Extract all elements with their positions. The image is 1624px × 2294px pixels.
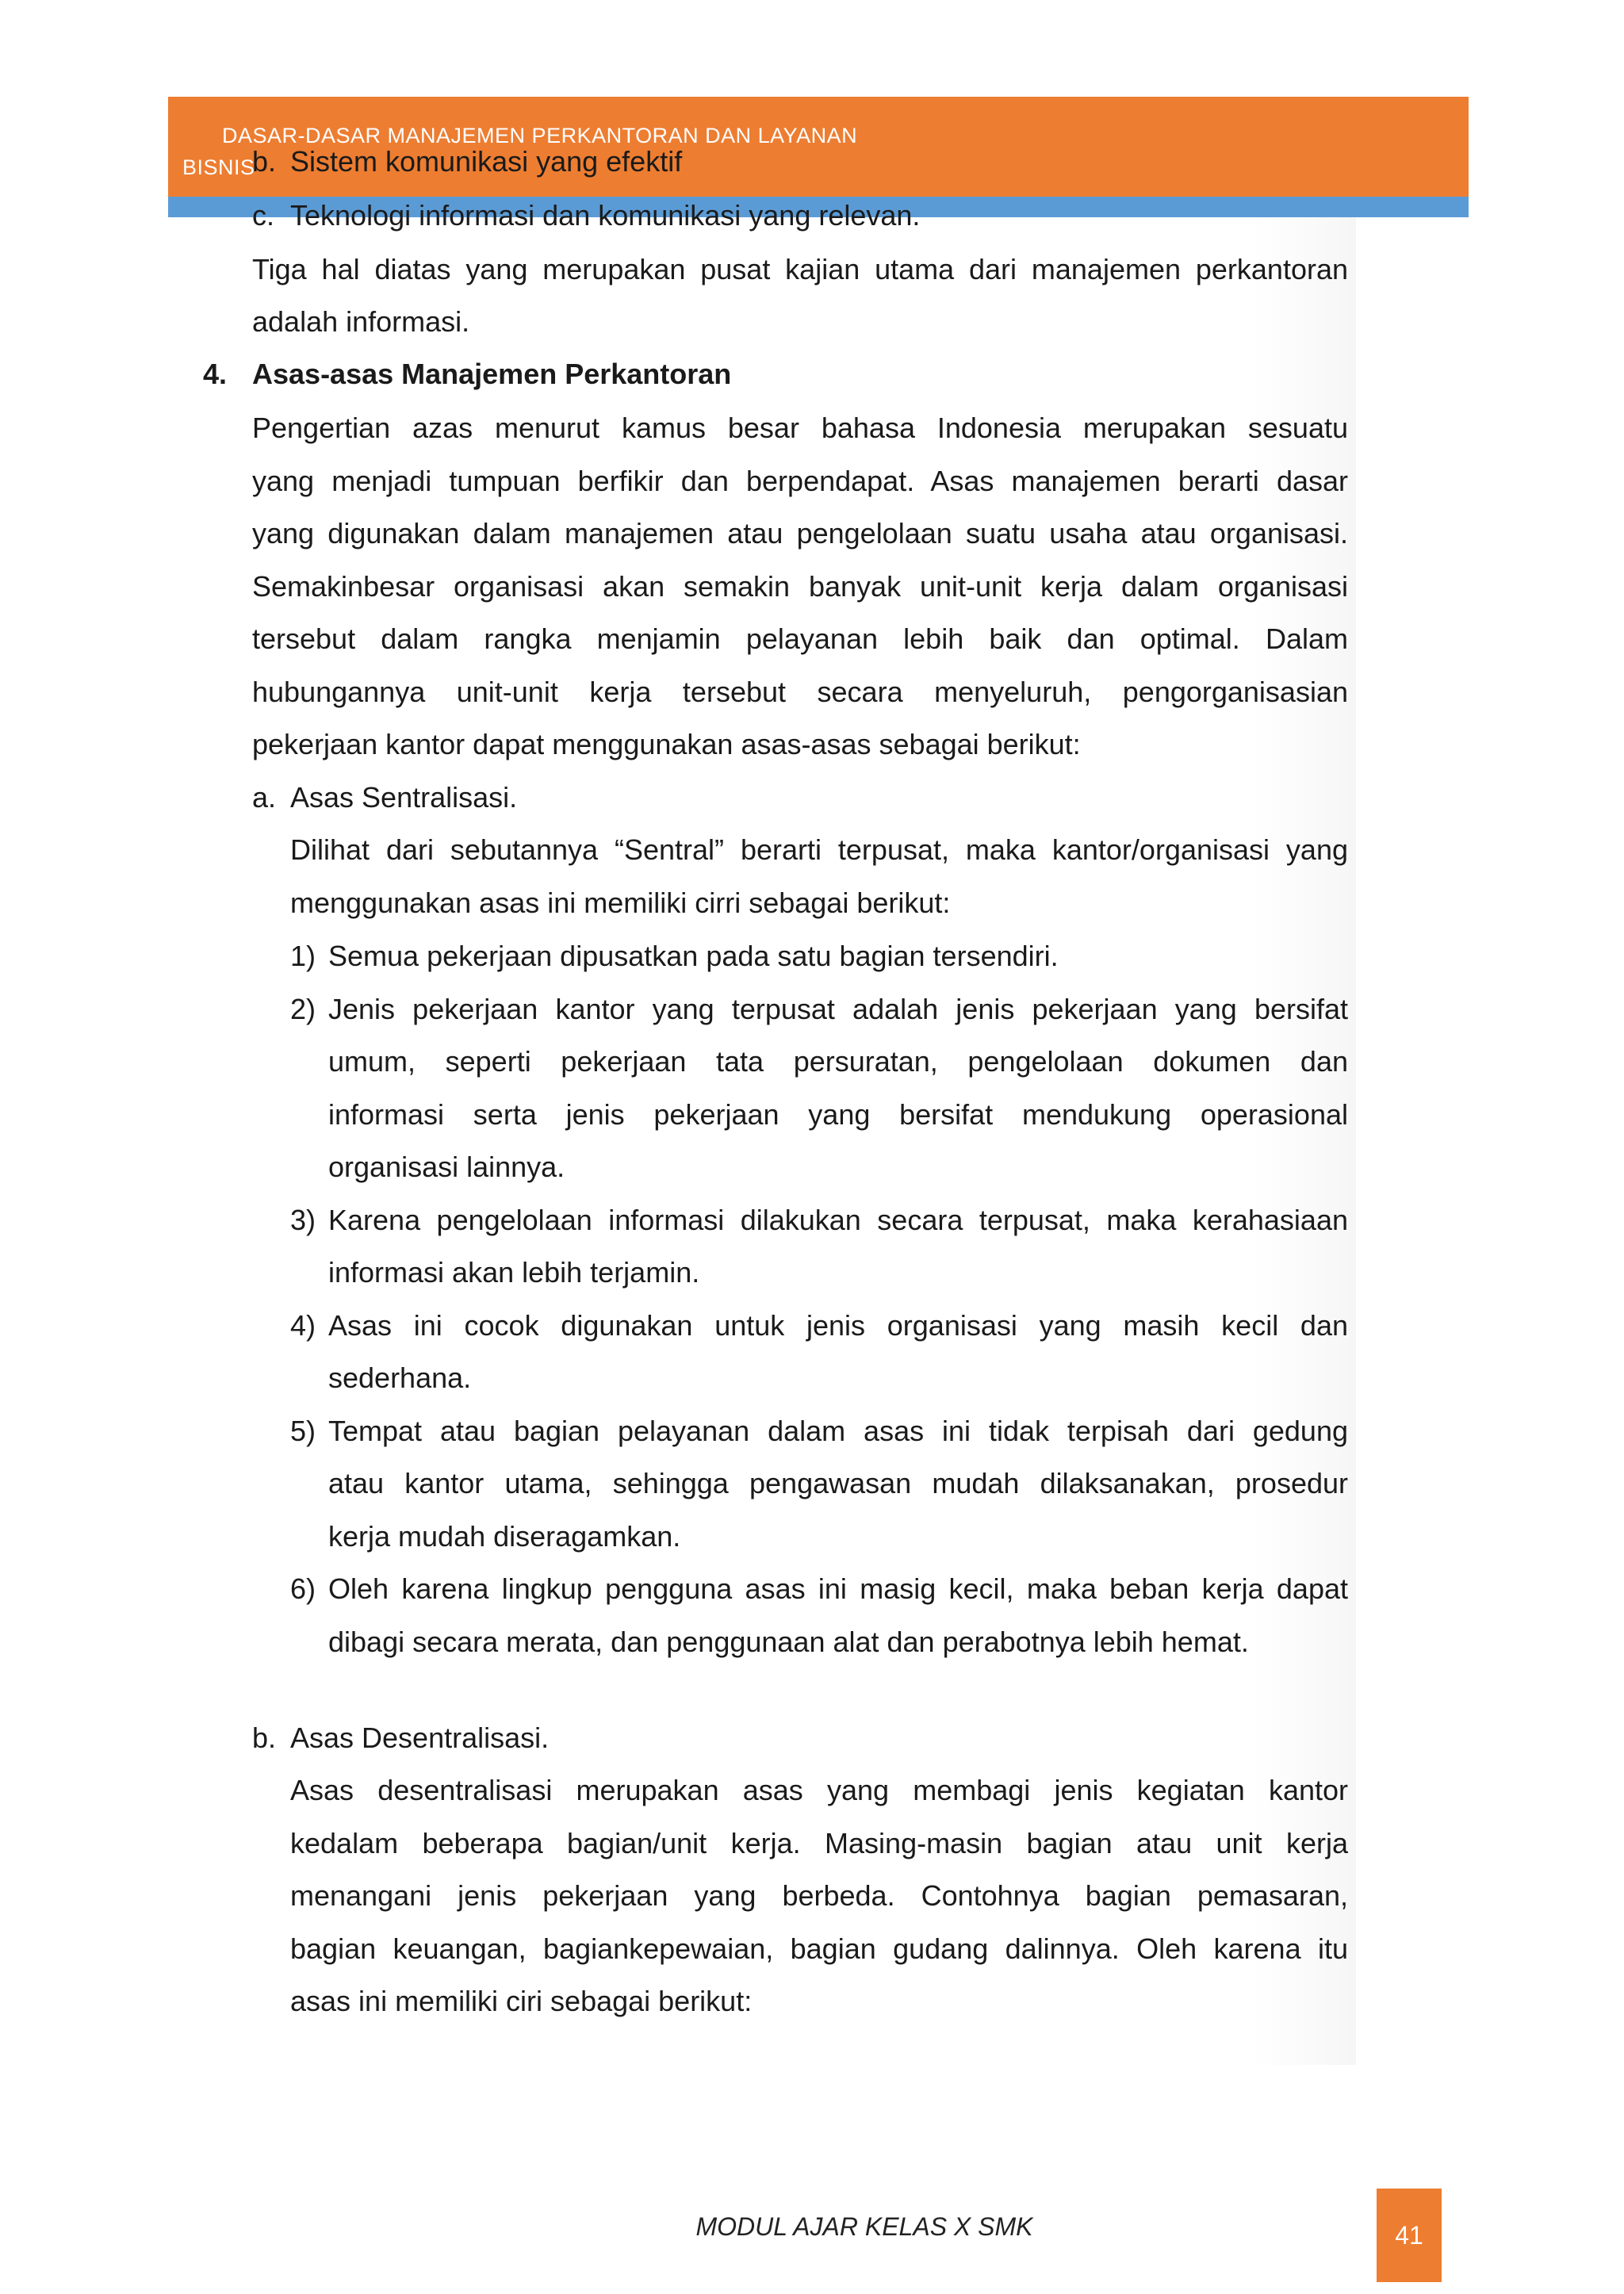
- paragraph-line: asas ini memiliki ciri sebagai berikut:: [290, 1985, 753, 2017]
- paragraph-line: pekerjaan kantor dapat menggunakan asas-asas sebagai berikut:: [252, 728, 1081, 760]
- item-text: Oleh karena lingkup pengguna asas ini masig kecil, maka beban kerja dapat: [328, 1572, 1348, 1605]
- paragraph-line: yang menjadi tumpuan berfikir dan berpendapat. Asas manajemen berarti dasar: [252, 464, 1348, 497]
- header-title-line1: DASAR-DASAR MANAJEMEN PERKANTORAN DAN LAYANAN: [222, 124, 858, 147]
- paragraph-line: tersebut dalam rangka menjamin pelayanan lebih baik dan optimal. Dalam: [252, 622, 1348, 655]
- item-text: umum, seperti pekerjaan tata persuratan, pengelolaan dokumen dan: [328, 1045, 1348, 1078]
- item-text: kerja mudah diseragamkan.: [328, 1519, 681, 1553]
- paragraph-line: Tiga hal diatas yang merupakan pusat kajian utama dari manajemen perkantoran: [252, 253, 1348, 285]
- list-label: c.: [252, 199, 275, 232]
- footer-text: MODUL AJAR KELAS X SMK: [695, 2212, 1033, 2241]
- item-text: Karena pengelolaan informasi dilakukan secara terpusat, maka kerahasiaan: [328, 1203, 1348, 1236]
- item-text: atau kantor utama, sehingga pengawasan mudah dilaksanakan, prosedur: [328, 1467, 1348, 1499]
- paragraph-line: menggunakan asas ini memiliki cirri sebagai berikut:: [290, 886, 951, 919]
- item-number: 1): [290, 940, 316, 972]
- section-number: 4.: [203, 358, 228, 390]
- item-number: 3): [290, 1203, 316, 1236]
- list-label: a.: [252, 781, 277, 814]
- list-item-text: Sistem komunikasi yang efektif: [290, 145, 683, 178]
- list-item-text: Teknologi informasi dan komunikasi yang relevan.: [290, 199, 921, 232]
- item-text: Jenis pekerjaan kantor yang terpusat adalah jenis pekerjaan yang bersifat: [328, 992, 1348, 1025]
- subsection-title: Asas Desentralisasi.: [290, 1721, 550, 1754]
- list-label: b.: [252, 1721, 277, 1754]
- paragraph-line: adalah informasi.: [252, 305, 470, 338]
- subsection-title: Asas Sentralisasi.: [290, 781, 518, 814]
- item-text: Semua pekerjaan dipusatkan pada satu bagian tersendiri.: [328, 940, 1059, 972]
- page-number: 41: [1377, 2189, 1442, 2282]
- item-text: informasi akan lebih terjamin.: [328, 1256, 700, 1289]
- paragraph-line: menangani jenis pekerjaan yang berbeda. Contohnya bagian pemasaran,: [290, 1879, 1348, 1912]
- paragraph-line: Asas desentralisasi merupakan asas yang membagi jenis kegiatan kantor: [290, 1774, 1348, 1806]
- item-text: dibagi secara merata, dan penggunaan alat dan perabotnya lebih hemat.: [328, 1625, 1249, 1658]
- item-number: 6): [290, 1572, 316, 1605]
- section-title: Asas-asas Manajemen Perkantoran: [252, 358, 732, 390]
- list-label: b.: [252, 145, 277, 178]
- paragraph-line: Pengertian azas menurut kamus besar bahasa Indonesia merupakan sesuatu: [252, 412, 1348, 444]
- paragraph-line: kedalam beberapa bagian/unit kerja. Masing-masin bagian atau unit kerja: [290, 1826, 1348, 1859]
- paragraph-line: Dilihat dari sebutannya “Sentral” berarti terpusat, maka kantor/organisasi yang: [290, 833, 1348, 866]
- paragraph-line: hubungannya unit-unit kerja tersebut secara menyeluruh, pengorganisasian: [252, 675, 1348, 708]
- item-text: organisasi lainnya.: [328, 1151, 565, 1183]
- item-number: 5): [290, 1414, 316, 1447]
- header-title-line2: BISNIS: [182, 155, 255, 179]
- item-number: 2): [290, 992, 316, 1025]
- item-text: sederhana.: [328, 1361, 472, 1394]
- item-text: Asas ini cocok digunakan untuk jenis organisasi yang masih kecil dan: [328, 1308, 1348, 1342]
- paragraph-line: yang digunakan dalam manajemen atau pengelolaan suatu usaha atau organisasi.: [252, 517, 1348, 550]
- item-number: 4): [290, 1308, 316, 1342]
- paragraph-line: Semakinbesar organisasi akan semakin banyak unit-unit kerja dalam organisasi: [252, 569, 1348, 603]
- item-text: informasi serta jenis pekerjaan yang bersifat mendukung operasional: [328, 1097, 1348, 1131]
- item-text: Tempat atau bagian pelayanan dalam asas ini tidak terpisah dari gedung: [328, 1414, 1348, 1447]
- paragraph-line: bagian keuangan, bagiankepewaian, bagian gudang dalinnya. Oleh karena itu: [290, 1932, 1348, 1965]
